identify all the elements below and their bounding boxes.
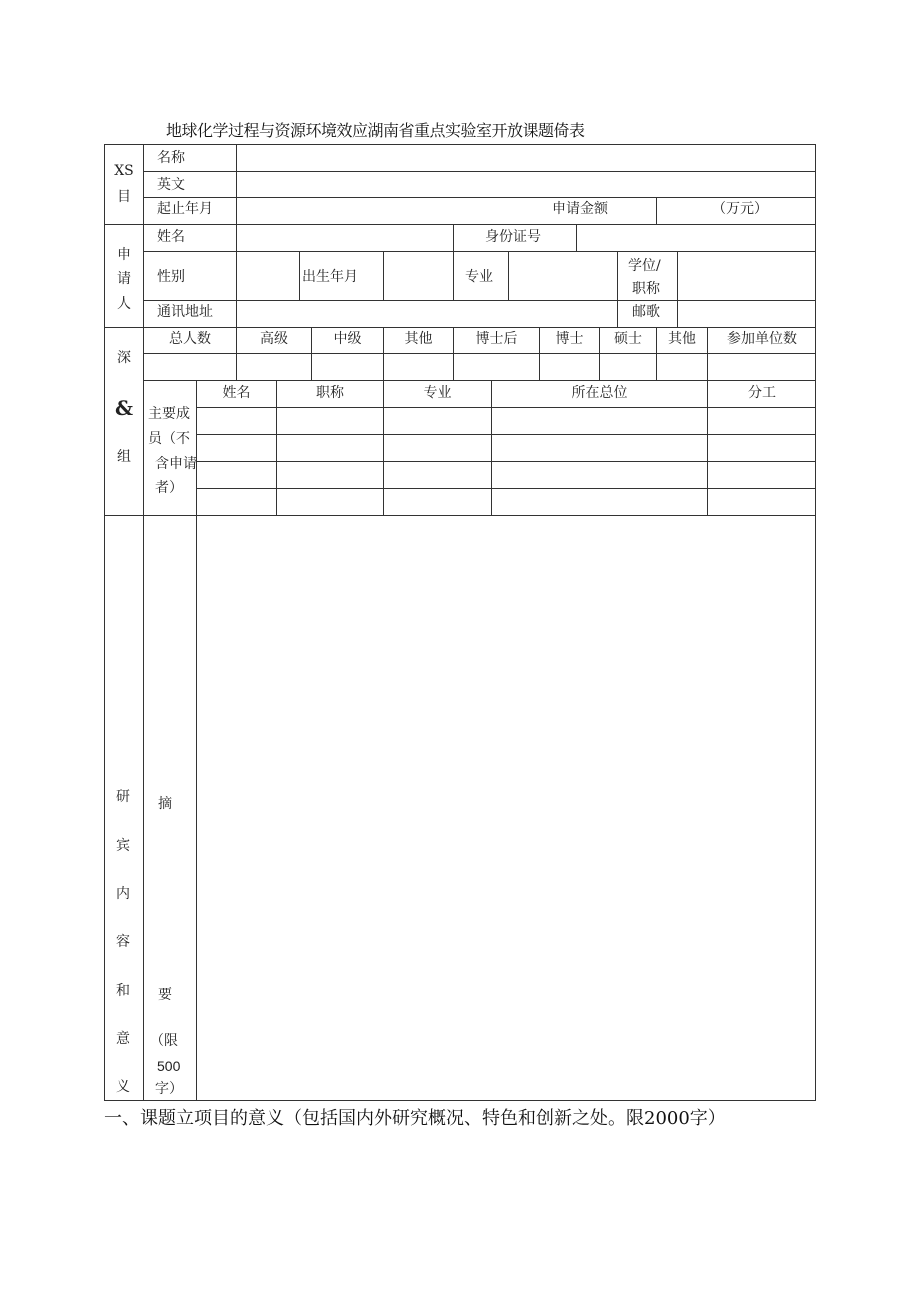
member-header-unit: 所在总位 <box>571 385 628 401</box>
research-section-char-7: 义 <box>116 1079 130 1095</box>
team-header-master: 硕士 <box>614 331 642 347</box>
abstract-limit-line-1: （限 <box>150 1033 178 1049</box>
project-period-label: 起止年月 <box>157 201 213 217</box>
research-section-char-3: 内 <box>116 886 130 902</box>
team-section-char-3: 组 <box>117 449 131 465</box>
gender-field[interactable] <box>238 253 298 299</box>
project-name-label: 名称 <box>157 150 185 166</box>
abstract-label-top: 摘 <box>158 796 172 812</box>
abstract-label-mid: 要 <box>158 987 172 1003</box>
project-period-field[interactable] <box>238 199 548 223</box>
team-section-char-2: & <box>114 396 134 420</box>
section-heading-significance: 一、课题立项目的意义（包括国内外研究概况、特色和创新之处。限2000字） <box>104 1108 726 1129</box>
members-label-line-2: 员（不 <box>148 431 190 447</box>
address-field[interactable] <box>238 302 616 326</box>
member-header-name: 姓名 <box>222 385 251 401</box>
abstract-limit-line-2: 500 <box>157 1058 181 1074</box>
applicant-name-field[interactable] <box>238 226 452 250</box>
team-header-other: 其他 <box>404 331 433 347</box>
team-header-senior: 高级 <box>260 331 288 347</box>
project-name-field[interactable] <box>238 146 814 170</box>
members-label-line-3: 含申请 <box>155 456 197 472</box>
team-header-postdoc: 博士后 <box>475 331 518 347</box>
project-english-field[interactable] <box>238 173 814 196</box>
applicant-section-char-1: 申 <box>117 247 131 263</box>
gender-label: 性别 <box>157 269 185 285</box>
team-header-phd: 博士 <box>555 331 584 347</box>
team-header-middle: 中级 <box>333 331 362 347</box>
research-section-char-1: 研 <box>116 789 130 805</box>
birth-label: 出生年月 <box>302 269 358 285</box>
research-section-char-2: 宾 <box>116 838 130 854</box>
postcode-label: 邮歌 <box>632 304 660 320</box>
amount-label: 申请金额 <box>552 201 608 217</box>
applicant-section-char-3: 人 <box>117 296 131 312</box>
major-label: 专业 <box>465 269 493 285</box>
postcode-field[interactable] <box>679 302 814 326</box>
id-number-field[interactable] <box>578 226 814 250</box>
title-label: 职称 <box>632 281 660 297</box>
team-header-total: 总人数 <box>169 331 211 347</box>
abstract-limit-line-3: 字） <box>155 1081 183 1097</box>
research-section-char-6: 意 <box>116 1031 130 1047</box>
team-header-other-2: 其他 <box>668 331 696 347</box>
major-field[interactable] <box>510 253 616 299</box>
team-header-units: 参加单位数 <box>727 331 797 347</box>
member-header-major: 专业 <box>423 385 452 401</box>
applicant-section-char-2: 请 <box>117 271 131 287</box>
degree-field[interactable] <box>679 253 814 299</box>
id-number-label: 身份证号 <box>485 229 541 245</box>
research-section-char-4: 容 <box>116 934 130 950</box>
project-english-label: 英文 <box>157 177 185 193</box>
member-header-role: 分工 <box>748 385 776 401</box>
amount-field[interactable] <box>658 199 708 223</box>
abstract-text-area[interactable] <box>198 517 814 1099</box>
form-title: 地球化学过程与资源环境效应湖南省重点实验室开放课题倚表 <box>166 121 585 140</box>
members-label-line-4: 者） <box>155 480 183 496</box>
project-section-label: XS <box>114 163 134 179</box>
research-section-char-5: 和 <box>116 983 130 999</box>
degree-label: 学位/ <box>628 258 661 274</box>
birth-field[interactable] <box>385 253 452 299</box>
address-label: 通讯地址 <box>157 304 213 320</box>
member-header-title: 职称 <box>316 385 344 401</box>
applicant-name-label: 姓名 <box>157 229 185 245</box>
team-section-char-1: 深 <box>117 350 131 366</box>
members-label-line-1: 主要成 <box>148 406 190 422</box>
amount-unit-label: （万元） <box>712 201 768 217</box>
project-section-label-2: 目 <box>117 189 131 205</box>
